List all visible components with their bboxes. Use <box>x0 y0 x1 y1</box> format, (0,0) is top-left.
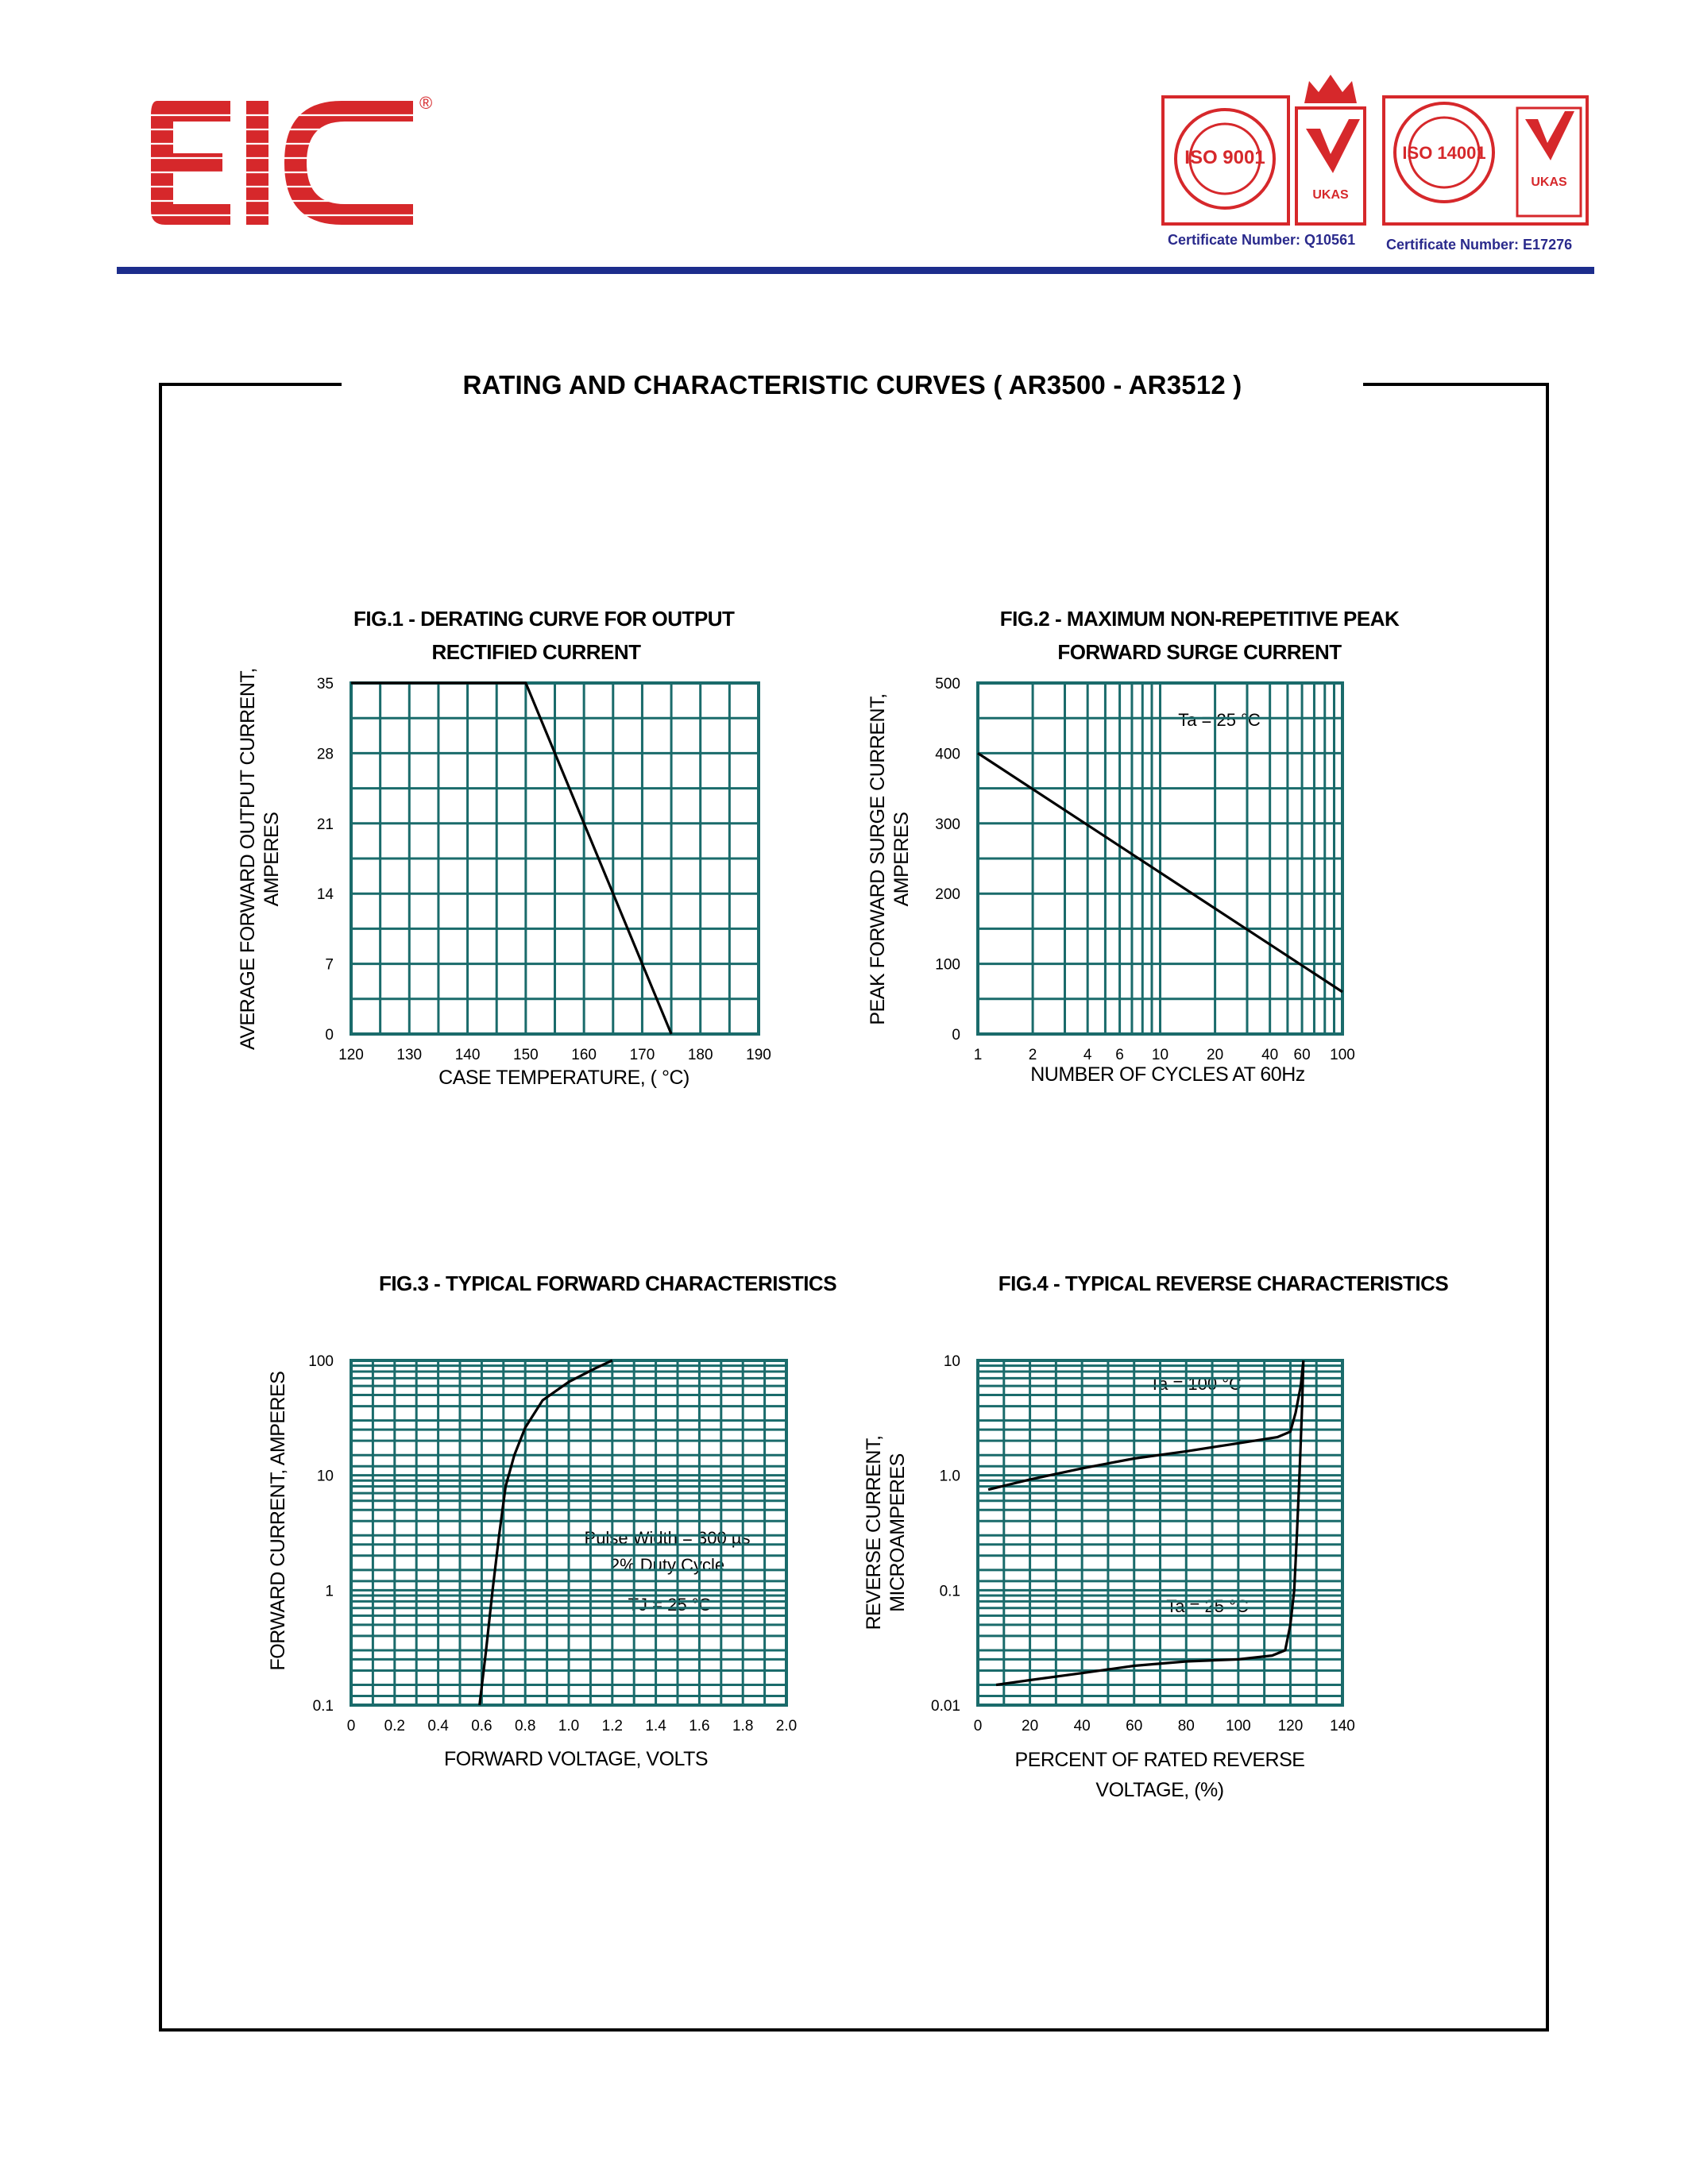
fig4-title-line-1: FIG.4 - TYPICAL REVERSE CHARACTERISTICS <box>998 1271 1449 1295</box>
fig4-xtick-label-4: 80 <box>1177 1718 1195 1734</box>
fig2-xtick-label-1: 2 <box>1028 1047 1037 1063</box>
fig4-ylabel-line-2: MICROAMPERES <box>886 1453 909 1612</box>
fig3-annotation-duty: 2% Duty Cycle <box>609 1555 725 1575</box>
fig1-ytick-label-5: 35 <box>316 676 334 693</box>
fig3-xtick-label-1: 0.2 <box>384 1718 406 1734</box>
fig3-xtick-label-4: 0.8 <box>514 1718 536 1734</box>
fig1-title-line-1: FIG.1 - DERATING CURVE FOR OUTPUT <box>353 607 735 631</box>
cert1-number: Certificate Number: Q10561 <box>1168 232 1356 248</box>
fig1-title-line-2: RECTIFIED CURRENT <box>431 640 641 664</box>
fig3-ytick-label-0: 0.1 <box>312 1698 334 1715</box>
fig4-xtick-label-6: 120 <box>1277 1718 1304 1734</box>
fig2-xtick-label-2: 4 <box>1083 1047 1092 1063</box>
fig4-ytick-label-1: 0.1 <box>939 1583 960 1600</box>
iso14001-seal-text: ISO 14001 <box>1402 143 1486 163</box>
fig2-ytick-label-3: 300 <box>935 816 960 833</box>
fig2-ytick-label-4: 400 <box>935 746 960 763</box>
fig3-xtick-label-0: 0 <box>346 1718 356 1734</box>
fig3-xtick-label-2: 0.4 <box>427 1718 449 1734</box>
fig2-ytick-label-0: 0 <box>952 1027 960 1044</box>
fig2-title-line-1: FIG.2 - MAXIMUM NON-REPETITIVE PEAK <box>999 607 1400 631</box>
fig3-ytick-label-2: 10 <box>316 1468 334 1485</box>
fig3-xlabel-line-1: FORWARD VOLTAGE, VOLTS <box>443 1748 709 1770</box>
fig2-xtick-label-4: 10 <box>1151 1047 1169 1063</box>
fig1-xtick-label-5: 170 <box>629 1047 655 1063</box>
fig2-ytick-label-5: 500 <box>935 676 960 693</box>
fig3-title-line-1: FIG.3 - TYPICAL FORWARD CHARACTERISTICS <box>378 1271 837 1295</box>
fig4-xtick-label-5: 100 <box>1226 1718 1251 1734</box>
registered-mark: ® <box>419 93 433 113</box>
fig4-annotation-ta25: Ta = 25 °C <box>1144 1593 1271 1620</box>
fig2-xtick-label-7: 60 <box>1293 1047 1311 1063</box>
fig3-annotation-pulse: Pulse Width = 300 µs <box>584 1528 751 1548</box>
fig4-xlabel-line-1: PERCENT OF RATED REVERSE <box>1014 1749 1305 1771</box>
fig1-xtick-label-6: 180 <box>687 1047 713 1063</box>
fig4-ytick-label-2: 1.0 <box>939 1468 960 1485</box>
fig3-xtick-label-6: 1.2 <box>601 1718 624 1734</box>
fig1-ytick-label-1: 7 <box>325 956 334 974</box>
fig4-xtick-label-1: 20 <box>1022 1718 1039 1734</box>
fig1-ytick-label-4: 28 <box>316 746 334 763</box>
fig2-xtick-label-3: 6 <box>1115 1047 1124 1063</box>
fig3-xtick-label-7: 1.4 <box>645 1718 666 1734</box>
fig4-ytick-label-0: 0.01 <box>931 1698 960 1715</box>
fig2-xlabel-line-1: NUMBER OF CYCLES AT 60Hz <box>1030 1063 1305 1086</box>
fig1-xtick-label-1: 130 <box>396 1047 423 1063</box>
fig1-xtick-label-7: 190 <box>746 1047 771 1063</box>
fig2-ylabel-line-1: PEAK FORWARD SURGE CURRENT, <box>867 693 889 1025</box>
fig2-title-line-2: FORWARD SURGE CURRENT <box>1057 640 1342 664</box>
page-title: RATING AND CHARACTERISTIC CURVES ( AR3500 - AR3512 ) <box>342 367 1363 403</box>
fig4-xlabel-line-2: VOLTAGE, (%) <box>1095 1779 1224 1801</box>
fig3-ytick-label-3: 100 <box>308 1353 334 1370</box>
fig2-ylabel-line-2: AMPERES <box>890 812 913 907</box>
fig2-xtick-label-0: 1 <box>973 1047 983 1063</box>
fig4-ylabel-line-1: REVERSE CURRENT, <box>863 1435 885 1630</box>
fig4-annotation-ta100: Ta = 100 °C <box>1128 1371 1263 1398</box>
fig3-ytick-label-1: 1 <box>325 1583 334 1600</box>
fig1-xlabel-line-1: CASE TEMPERATURE, ( °C) <box>438 1067 689 1089</box>
fig2-xtick-label-6: 40 <box>1261 1047 1279 1063</box>
fig3-ylabel-line-1: FORWARD CURRENT, AMPERES <box>267 1371 289 1671</box>
fig4-xtick-label-3: 60 <box>1126 1718 1143 1734</box>
iso9001-seal-text: ISO 9001 <box>1184 147 1265 168</box>
fig3-xtick-label-9: 1.8 <box>732 1718 754 1734</box>
fig1-ytick-label-3: 21 <box>316 816 334 833</box>
fig1-xtick-label-2: 140 <box>454 1047 481 1063</box>
fig2-xtick-label-5: 20 <box>1207 1047 1224 1063</box>
fig1-ylabel-line-2: AMPERES <box>261 812 283 907</box>
ukas-mark-text: UKAS <box>1531 176 1567 189</box>
fig4-series-line-0 <box>988 1360 1304 1490</box>
ukas-mark-text: UKAS <box>1312 188 1349 202</box>
fig3-xtick-label-10: 2.0 <box>775 1718 798 1734</box>
fig1-xtick-label-4: 160 <box>571 1047 597 1063</box>
fig4-xtick-label-2: 40 <box>1073 1718 1091 1734</box>
fig2-ytick-label-1: 100 <box>935 956 960 974</box>
fig3-xtick-label-8: 1.6 <box>689 1718 710 1734</box>
fig1-ylabel-line-1: AVERAGE FORWARD OUTPUT CURRENT, <box>237 668 259 1050</box>
fig4-xtick-label-0: 0 <box>973 1718 983 1734</box>
cert2-number: Certificate Number: E17276 <box>1386 237 1573 253</box>
fig1-ytick-label-0: 0 <box>325 1027 334 1044</box>
fig4-ytick-label-3: 10 <box>943 1353 960 1370</box>
fig1-xtick-label-3: 150 <box>513 1047 539 1063</box>
fig3-xtick-label-3: 0.6 <box>471 1718 492 1734</box>
fig1-ytick-label-2: 14 <box>316 886 334 904</box>
fig3-annotation-tj: TJ = 25 °C <box>610 1592 729 1619</box>
fig1-xtick-label-0: 120 <box>338 1047 364 1063</box>
fig2-xtick-label-8: 100 <box>1330 1047 1355 1063</box>
fig2-ytick-label-2: 200 <box>935 886 960 904</box>
fig2-annotation-ta: Ta = 25 °C <box>1160 707 1279 734</box>
fig3-xtick-label-5: 1.0 <box>558 1718 580 1734</box>
fig4-xtick-label-7: 140 <box>1330 1718 1355 1734</box>
